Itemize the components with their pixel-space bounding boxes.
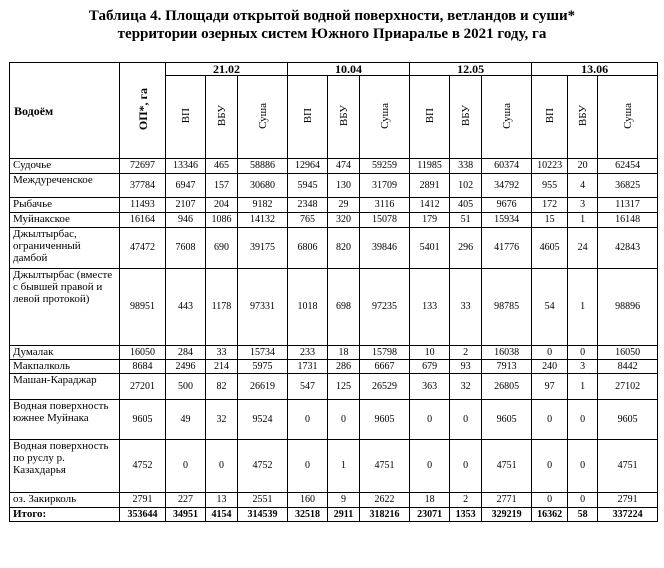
cell-vbu-2: 18 (328, 346, 360, 360)
op-value: 16050 (120, 346, 166, 360)
subheader-label: Суша (500, 102, 513, 129)
cell-vp-1: 946 (166, 213, 206, 228)
cell-land-2: 26529 (360, 374, 410, 400)
cell-vp-2: 233 (288, 346, 328, 360)
subheader-vp-4 (532, 76, 568, 159)
header-date-3: 12.05 (410, 63, 532, 76)
cell-land-3: 9605 (482, 400, 532, 440)
cell-vp-4: 955 (532, 174, 568, 198)
cell-land-4: 62454 (598, 159, 658, 174)
op-value: 47472 (120, 228, 166, 269)
header-op (120, 63, 166, 159)
subheader-land-2 (360, 76, 410, 159)
cell-vp-2: 5945 (288, 174, 328, 198)
cell-vbu-1: 0 (206, 440, 238, 493)
table-row (10, 213, 658, 228)
cell-land-4: 2791 (598, 493, 658, 508)
cell-land-4: 27102 (598, 374, 658, 400)
cell-vbu-3: 2 (450, 493, 482, 508)
cell-vbu-1: 13 (206, 493, 238, 508)
subheader-label: ВБУ (337, 104, 350, 127)
header-reservoir: Водоём (10, 63, 120, 159)
cell-vbu-4: 0 (568, 346, 598, 360)
subheader-label: Суша (621, 102, 634, 129)
cell-vp-2: 1731 (288, 360, 328, 374)
cell-vbu-3: 51 (450, 213, 482, 228)
cell-land-4: 4751 (598, 440, 658, 493)
reservoir-name: Рыбачье (10, 198, 120, 213)
cell-land-3: 15934 (482, 213, 532, 228)
cell-vbu-1: 1086 (206, 213, 238, 228)
subheader-label: ВБУ (215, 104, 228, 127)
cell-land-4: 42843 (598, 228, 658, 269)
area-table (9, 62, 658, 522)
cell-vp-3: 1412 (410, 198, 450, 213)
cell-land-2: 9605 (360, 400, 410, 440)
cell-vbu-3: 1353 (450, 508, 482, 522)
cell-vbu-3: 33 (450, 269, 482, 346)
cell-land-4: 16050 (598, 346, 658, 360)
subheader-label: ВП (543, 107, 556, 124)
table-row (10, 508, 658, 522)
cell-vp-2: 32518 (288, 508, 328, 522)
reservoir-name: Судочье (10, 159, 120, 174)
cell-vbu-2: 0 (328, 400, 360, 440)
cell-land-3: 41776 (482, 228, 532, 269)
subheader-label: ВБУ (576, 104, 589, 127)
cell-vbu-1: 82 (206, 374, 238, 400)
cell-vbu-2: 820 (328, 228, 360, 269)
cell-land-2: 15798 (360, 346, 410, 360)
cell-vp-4: 4605 (532, 228, 568, 269)
cell-land-2: 97235 (360, 269, 410, 346)
cell-vbu-2: 29 (328, 198, 360, 213)
subheader-vp-1 (166, 76, 206, 159)
cell-vp-1: 227 (166, 493, 206, 508)
cell-vbu-3: 405 (450, 198, 482, 213)
subheader-vp-2 (288, 76, 328, 159)
cell-vbu-3: 296 (450, 228, 482, 269)
table-row (10, 493, 658, 508)
cell-land-4: 11317 (598, 198, 658, 213)
subheader-vbu-2 (328, 76, 360, 159)
cell-vp-1: 443 (166, 269, 206, 346)
cell-land-3: 329219 (482, 508, 532, 522)
cell-vp-1: 2496 (166, 360, 206, 374)
reservoir-name: Джылтырбас (вместе с бывшей правой и левой протокой) (10, 269, 120, 346)
cell-land-4: 36825 (598, 174, 658, 198)
cell-vbu-4: 1 (568, 213, 598, 228)
cell-vp-2: 1018 (288, 269, 328, 346)
reservoir-name: Муйнакское (10, 213, 120, 228)
cell-vp-2: 0 (288, 440, 328, 493)
cell-land-4: 337224 (598, 508, 658, 522)
cell-vp-3: 2891 (410, 174, 450, 198)
cell-vbu-3: 102 (450, 174, 482, 198)
cell-vbu-1: 690 (206, 228, 238, 269)
cell-vp-4: 240 (532, 360, 568, 374)
cell-vbu-3: 0 (450, 440, 482, 493)
cell-land-2: 59259 (360, 159, 410, 174)
cell-land-1: 97331 (238, 269, 288, 346)
cell-vbu-4: 0 (568, 440, 598, 493)
op-value: 37784 (120, 174, 166, 198)
cell-vbu-2: 1 (328, 440, 360, 493)
cell-vp-4: 10223 (532, 159, 568, 174)
cell-vbu-2: 2911 (328, 508, 360, 522)
op-value: 72697 (120, 159, 166, 174)
subheader-vbu-1 (206, 76, 238, 159)
cell-land-2: 2622 (360, 493, 410, 508)
cell-vp-2: 0 (288, 400, 328, 440)
cell-land-1: 58886 (238, 159, 288, 174)
subheader-land-1 (238, 76, 288, 159)
cell-vp-3: 179 (410, 213, 450, 228)
cell-vp-1: 2107 (166, 198, 206, 213)
cell-vbu-2: 130 (328, 174, 360, 198)
cell-vbu-2: 286 (328, 360, 360, 374)
cell-vp-1: 0 (166, 440, 206, 493)
cell-vp-1: 7608 (166, 228, 206, 269)
cell-vp-1: 6947 (166, 174, 206, 198)
cell-vbu-3: 2 (450, 346, 482, 360)
cell-land-3: 60374 (482, 159, 532, 174)
header-op-label: ОП*, га (135, 87, 150, 131)
cell-vbu-3: 0 (450, 400, 482, 440)
cell-vp-2: 160 (288, 493, 328, 508)
subheader-label: ВП (423, 107, 436, 124)
header-date-1: 21.02 (166, 63, 288, 76)
cell-land-2: 318216 (360, 508, 410, 522)
cell-land-3: 34792 (482, 174, 532, 198)
cell-land-1: 30680 (238, 174, 288, 198)
cell-vp-3: 0 (410, 400, 450, 440)
table-row (10, 346, 658, 360)
cell-vbu-1: 1178 (206, 269, 238, 346)
table-row (10, 198, 658, 213)
header-date-2: 10.04 (288, 63, 410, 76)
table-row (10, 400, 658, 440)
cell-land-4: 9605 (598, 400, 658, 440)
table-row (10, 174, 658, 198)
cell-vp-1: 34951 (166, 508, 206, 522)
cell-vp-4: 15 (532, 213, 568, 228)
op-value: 4752 (120, 440, 166, 493)
cell-land-2: 4751 (360, 440, 410, 493)
cell-land-4: 8442 (598, 360, 658, 374)
cell-land-2: 39846 (360, 228, 410, 269)
reservoir-name: Макпалколь (10, 360, 120, 374)
cell-vp-2: 6806 (288, 228, 328, 269)
cell-vbu-4: 20 (568, 159, 598, 174)
reservoir-name: Думалак (10, 346, 120, 360)
cell-vp-2: 2348 (288, 198, 328, 213)
subheader-land-3 (482, 76, 532, 159)
cell-vbu-4: 3 (568, 360, 598, 374)
cell-vp-2: 547 (288, 374, 328, 400)
cell-vbu-2: 125 (328, 374, 360, 400)
cell-vbu-4: 4 (568, 174, 598, 198)
caption-line-2: территории озерных систем Южного Приаралье в 2021 году, га (117, 26, 547, 42)
table-caption (0, 7, 664, 43)
op-value: 27201 (120, 374, 166, 400)
cell-land-1: 9524 (238, 400, 288, 440)
subheader-land-4 (598, 76, 658, 159)
cell-vp-1: 500 (166, 374, 206, 400)
subheader-vbu-4 (568, 76, 598, 159)
cell-vbu-1: 214 (206, 360, 238, 374)
cell-vp-1: 49 (166, 400, 206, 440)
cell-vbu-4: 58 (568, 508, 598, 522)
cell-vp-3: 10 (410, 346, 450, 360)
cell-vp-4: 0 (532, 400, 568, 440)
cell-vp-1: 13346 (166, 159, 206, 174)
cell-vbu-4: 3 (568, 198, 598, 213)
cell-land-4: 98896 (598, 269, 658, 346)
reservoir-name: Итого: (10, 508, 120, 522)
table-body (10, 159, 658, 522)
reservoir-name: Водная поверхность по руслу р. Казахдарья (10, 440, 120, 493)
cell-vbu-1: 4154 (206, 508, 238, 522)
reservoir-name: Джылтырбас, ограниченный дамбой (10, 228, 120, 269)
cell-vp-3: 363 (410, 374, 450, 400)
cell-vp-4: 97 (532, 374, 568, 400)
cell-land-3: 7913 (482, 360, 532, 374)
cell-vbu-4: 1 (568, 269, 598, 346)
subheader-label: Суша (378, 102, 391, 129)
cell-land-2: 15078 (360, 213, 410, 228)
cell-vp-4: 0 (532, 346, 568, 360)
cell-vp-3: 5401 (410, 228, 450, 269)
op-value: 11493 (120, 198, 166, 213)
subheader-vp-3 (410, 76, 450, 159)
table-row (10, 269, 658, 346)
cell-vp-4: 16362 (532, 508, 568, 522)
reservoir-name: Машан-Караджар (10, 374, 120, 400)
subheader-vbu-3 (450, 76, 482, 159)
cell-vbu-4: 0 (568, 493, 598, 508)
cell-vbu-3: 338 (450, 159, 482, 174)
op-value: 8684 (120, 360, 166, 374)
cell-land-3: 9676 (482, 198, 532, 213)
table-row (10, 374, 658, 400)
cell-land-3: 98785 (482, 269, 532, 346)
cell-vbu-4: 24 (568, 228, 598, 269)
header-date-4: 13.06 (532, 63, 658, 76)
cell-land-1: 2551 (238, 493, 288, 508)
subheader-label: ВП (179, 107, 192, 124)
op-value: 98951 (120, 269, 166, 346)
cell-vbu-1: 465 (206, 159, 238, 174)
cell-vp-4: 54 (532, 269, 568, 346)
cell-vp-2: 765 (288, 213, 328, 228)
subheader-label: ВБУ (459, 104, 472, 127)
cell-vp-3: 133 (410, 269, 450, 346)
cell-vbu-2: 698 (328, 269, 360, 346)
cell-vbu-2: 320 (328, 213, 360, 228)
cell-vbu-4: 0 (568, 400, 598, 440)
cell-vp-4: 0 (532, 493, 568, 508)
cell-vbu-1: 32 (206, 400, 238, 440)
cell-land-3: 26805 (482, 374, 532, 400)
cell-land-1: 39175 (238, 228, 288, 269)
table-row (10, 360, 658, 374)
cell-land-3: 4751 (482, 440, 532, 493)
cell-land-1: 9182 (238, 198, 288, 213)
cell-land-4: 16148 (598, 213, 658, 228)
cell-vbu-1: 33 (206, 346, 238, 360)
cell-vp-3: 23071 (410, 508, 450, 522)
cell-vp-2: 12964 (288, 159, 328, 174)
cell-land-1: 15734 (238, 346, 288, 360)
cell-vbu-2: 474 (328, 159, 360, 174)
op-value: 2791 (120, 493, 166, 508)
op-value: 353644 (120, 508, 166, 522)
subheader-label: ВП (301, 107, 314, 124)
cell-land-3: 2771 (482, 493, 532, 508)
op-value: 9605 (120, 400, 166, 440)
cell-vbu-1: 157 (206, 174, 238, 198)
caption-line-1: Таблица 4. Площади открытой водной поверхности, ветландов и суши* (88, 8, 576, 24)
cell-vp-4: 0 (532, 440, 568, 493)
op-value: 16164 (120, 213, 166, 228)
cell-vbu-1: 204 (206, 198, 238, 213)
reservoir-name: Междуреченское (10, 174, 120, 198)
cell-vbu-3: 32 (450, 374, 482, 400)
cell-land-1: 26619 (238, 374, 288, 400)
cell-land-1: 14132 (238, 213, 288, 228)
cell-land-2: 6667 (360, 360, 410, 374)
table-row (10, 159, 658, 174)
cell-vbu-4: 1 (568, 374, 598, 400)
cell-land-2: 31709 (360, 174, 410, 198)
cell-land-1: 4752 (238, 440, 288, 493)
cell-land-3: 16038 (482, 346, 532, 360)
table-row (10, 228, 658, 269)
cell-vp-3: 0 (410, 440, 450, 493)
reservoir-name: оз. Закирколь (10, 493, 120, 508)
cell-land-1: 314539 (238, 508, 288, 522)
cell-vp-3: 679 (410, 360, 450, 374)
cell-vp-4: 172 (532, 198, 568, 213)
subheader-label: Суша (256, 102, 269, 129)
cell-vbu-2: 9 (328, 493, 360, 508)
cell-vp-3: 18 (410, 493, 450, 508)
reservoir-name: Водная поверхность южнее Муйнака (10, 400, 120, 440)
cell-land-2: 3116 (360, 198, 410, 213)
cell-vp-3: 11985 (410, 159, 450, 174)
cell-vp-1: 284 (166, 346, 206, 360)
table-row (10, 440, 658, 493)
cell-vbu-3: 93 (450, 360, 482, 374)
cell-land-1: 5975 (238, 360, 288, 374)
